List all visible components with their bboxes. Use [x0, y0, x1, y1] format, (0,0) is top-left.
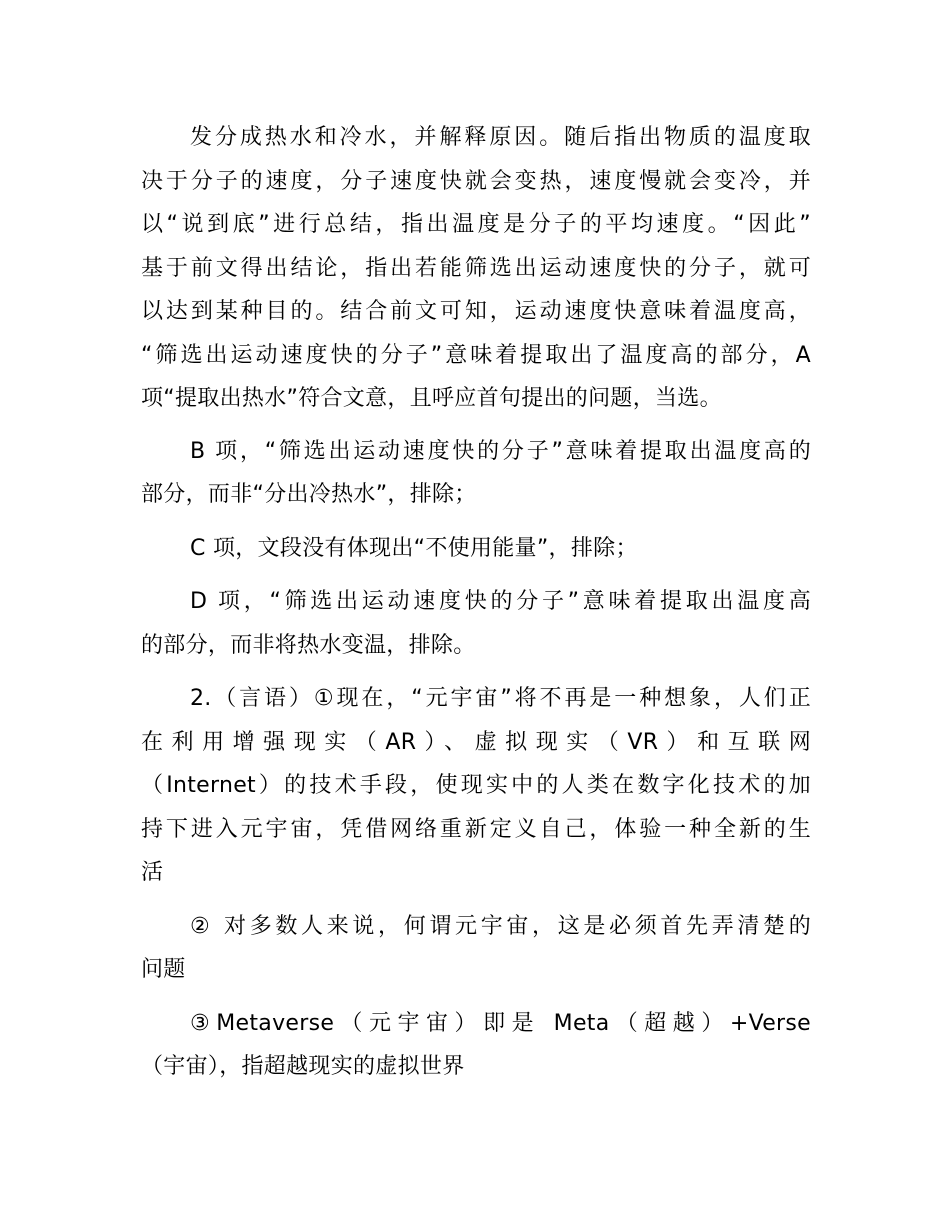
paragraph-option-d: [141, 580, 811, 667]
text-line: 2.（言语）①现在，“元宇宙”将不再是一种想象，人们正: [190, 686, 811, 711]
text-line: B 项，“筛选出运动速度快的分子”意味着提取出温度高的: [190, 438, 811, 464]
text-line: ③Metaverse（元宇宙）即是 Meta（超越）+Verse: [190, 1010, 811, 1036]
text-line: 决于分子的速度，分子速度快就会变热，速度慢就会变冷，并: [141, 168, 811, 194]
text-line: 基于前文得出结论，指出若能筛选出运动速度快的分子，就可: [141, 255, 811, 281]
text-line: 持下进入元宇宙，凭借网络重新定义自己，体验一种全新的生: [141, 816, 811, 842]
text-line: ② 对多数人来说，何谓元宇宙，这是必须首先弄清楚的: [190, 913, 811, 939]
text-line: C 项，文段没有体现出“不使用能量”，排除；: [190, 535, 638, 561]
paragraph-option-b: [141, 430, 811, 517]
text-line: 问题: [141, 957, 186, 982]
text-line: 发分成热水和冷水，并解释原因。随后指出物质的温度取: [190, 125, 811, 150]
paragraph-question-2-sentence-1: [141, 677, 811, 895]
paragraph-option-c: [141, 527, 811, 571]
paragraph-question-2-sentence-2: [141, 905, 811, 992]
text-line: “筛选出运动速度快的分子”意味着提取出了温度高的部分，A: [141, 342, 811, 368]
text-line: 部分，而非“分出冷热水”，排除；: [141, 482, 477, 507]
text-line: 活: [141, 860, 164, 885]
document-page: [141, 116, 811, 1099]
text-line: 以达到某种目的。结合前文可知，运动速度快意味着温度高，: [141, 299, 811, 324]
text-line: 以“说到底”进行总结，指出温度是分子的平均速度。“因此”: [141, 212, 811, 237]
text-line: 的部分，而非将热水变温，排除。: [141, 632, 476, 658]
text-line: （Internet）的技术手段，使现实中的人类在数字化技术的加: [141, 773, 811, 798]
text-line: （宇宙），指超越现实的虚拟世界: [141, 1054, 465, 1079]
paragraph-analysis-a: [141, 116, 811, 421]
text-line: 项“提取出热水”符合文意，且呼应首句提出的问题，当选。: [141, 386, 722, 411]
paragraph-question-2-sentence-3: [141, 1002, 811, 1089]
text-line: D 项，“筛选出运动速度快的分子”意味着提取出温度高: [190, 589, 811, 614]
text-line: 在利用增强现实（AR）、虚拟现实（VR）和互联网: [141, 729, 811, 755]
